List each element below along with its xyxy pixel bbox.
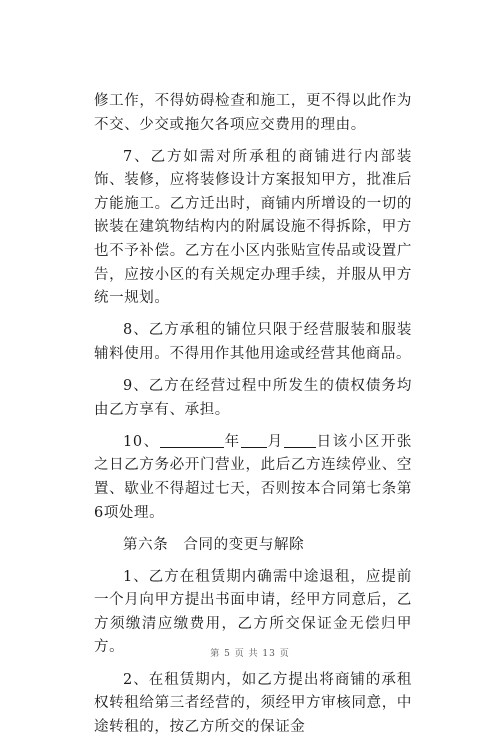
year-blank bbox=[160, 432, 224, 448]
month-blank bbox=[241, 432, 267, 448]
article-six-title: 第六条 合同的变更与解除 bbox=[123, 536, 305, 553]
paragraph-continuation: 修工作，不得妨碍检查和施工，更不得以此作为不交、少交或拖欠各项应交费用的理由。 bbox=[94, 93, 412, 133]
month-label: 月 bbox=[266, 433, 284, 450]
article-six-item-1: 1、乙方在租赁期内确需中途退租，应提前一个月向甲方提出书面申请，经甲方同意后，乙方须缴清应缴费用，乙方所交保证金无偿归甲方。 bbox=[94, 568, 412, 656]
day-blank bbox=[284, 432, 316, 448]
paragraph-item-8: 8、乙方承租的铺位只限于经营服装和服装辅料使用。不得用作其他用途或经营其他商品。 bbox=[94, 322, 412, 362]
paragraph-item-7: 7、乙方如需对所承租的商铺进行内部装饰、装修，应将装修设计方案报知甲方，批准后方能施工。乙方迁出时，商铺内所增设的一切的嵌装在建筑物结构内的附属设施不得拆除，甲方也不予补偿。乙方在小区内张贴宣传品或设置广告，应按小区的有关规定办理手续，并服从甲方统一规划。 bbox=[94, 148, 412, 307]
paragraph-item-10 bbox=[94, 431, 412, 525]
page-number-footer: 第 5 页 共 13 页 bbox=[210, 649, 290, 659]
paragraph-item-9: 9、乙方在经营过程中所发生的债权债务均由乙方享有、承担。 bbox=[94, 378, 412, 418]
item-10-text: 日该小区开张之日乙方务必开门营业，此后乙方连续停业、空置、歇业不得超过七天，否则按本合同第七条第6项处理。 bbox=[94, 433, 412, 521]
year-label: 年 bbox=[223, 433, 241, 450]
item-10-prefix: 10、 bbox=[123, 433, 160, 450]
article-six-item-2: 2、在租赁期内，如乙方提出将商铺的承租权转租给第三者经营的，须经甲方审核同意，中途转租的，按乙方所交的保证金 bbox=[94, 671, 412, 735]
